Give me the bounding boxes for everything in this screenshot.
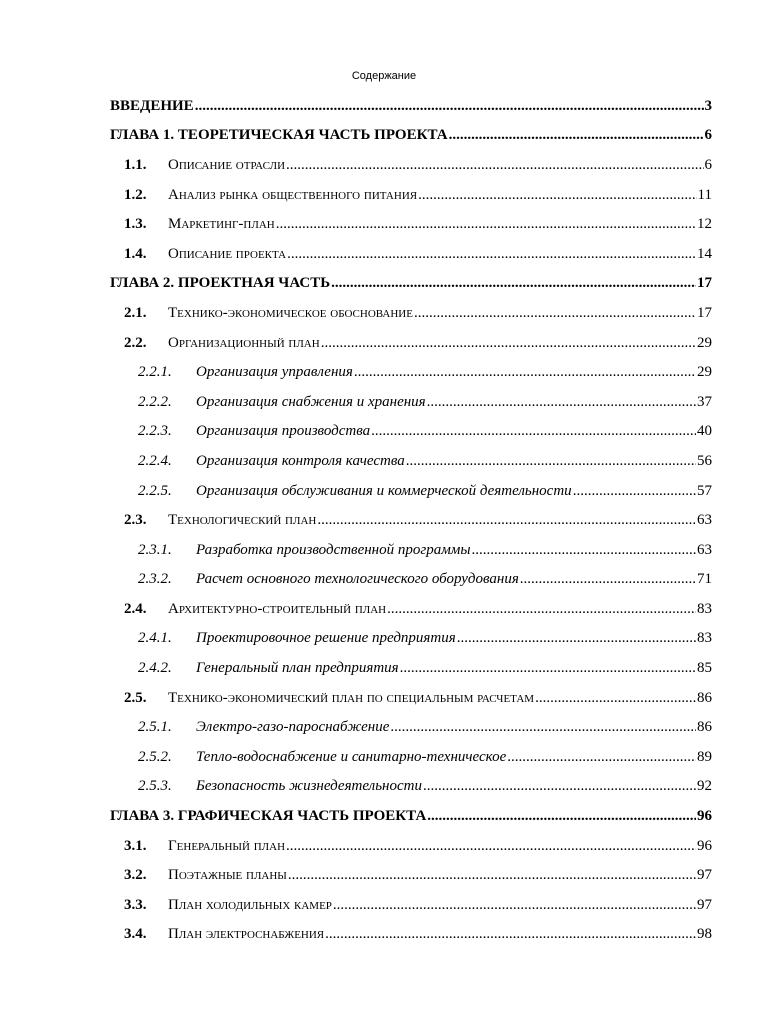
toc-entry-number: 3.2. [124,867,147,884]
dot-leader [406,452,696,470]
toc-entry-number: 2.5.2. [138,748,172,765]
toc-entry-number: 3.4. [124,926,147,943]
toc-entry-number: 2.3.2. [138,571,172,588]
toc-entry-title: Описание отрасли [168,156,286,173]
toc-entry-number: 2.2.2. [138,393,172,410]
toc-entry-title: Генеральный план предприятия [196,660,399,677]
toc-entry-title: Тепло-водоснабжение и санитарно-техническое [196,748,507,765]
toc-entry-section [0,180,712,210]
toc-entry-sub [0,565,712,595]
toc-entry-section [0,328,712,358]
toc-entry-title: Маркетинг-план [168,216,275,233]
dot-leader [414,304,696,322]
toc-entry-number: 2.3.1. [138,541,172,558]
toc-entry-number: 3.1. [124,837,147,854]
toc-entry-sub [0,387,712,417]
toc-entry-title: Организация обслуживания и коммерческой деятельности [196,482,572,499]
dot-leader [286,837,696,855]
toc-entry-page-number: 89 [697,748,712,765]
dot-leader [457,629,696,647]
toc-entry-section [0,594,712,624]
toc-entry-sub [0,446,712,476]
dot-leader [573,482,696,500]
toc-entry-number: 2.2.1. [138,364,172,381]
dot-leader [535,689,696,707]
toc-entry-page-number: 29 [697,334,712,351]
dot-leader [331,274,696,292]
toc-entry-sub [0,653,712,683]
toc-entry-title: Архитектурно-строительный план [168,600,387,617]
dot-leader [423,777,696,795]
dot-leader [507,748,696,766]
toc-entry-number: 2.5.1. [138,719,172,736]
toc-entry-sub [0,535,712,565]
toc-entry-number: 1.3. [124,216,147,233]
toc-entry-page-number: 96 [697,808,712,825]
toc-entry-section [0,298,712,328]
dot-leader [371,422,696,440]
toc-entry-sub [0,357,712,387]
toc-entry-title: Организация управления [196,364,353,381]
toc-entry-title: Организация снабжения и хранения [196,393,426,410]
dot-leader [472,541,696,559]
toc-entry-page-number: 71 [697,571,712,588]
toc-entry-page-number: 86 [697,719,712,736]
toc-entry-page-number: 6 [704,127,712,144]
toc-entry-page-number: 85 [697,660,712,677]
toc-entry-sub [0,624,712,654]
dot-leader [287,245,696,263]
toc-entry-title: Организация контроля качества [196,452,405,469]
toc-entry-sub [0,772,712,802]
toc-entry-number: 1.4. [124,245,147,262]
toc-entry-page-number: 37 [697,393,712,410]
dot-leader [276,215,696,233]
toc-entry-number: 2.2. [124,334,147,351]
toc-entry-section [0,920,712,950]
toc-entry-chapter [0,269,712,299]
toc-entry-page-number: 98 [697,926,712,943]
toc-entry-title: Технико-экономическое обоснование [168,304,413,321]
toc-entry-section [0,683,712,713]
dot-leader [321,334,696,352]
dot-leader [390,718,696,736]
toc-entry-page-number: 57 [697,482,712,499]
toc-entry-page-number: 56 [697,452,712,469]
dot-leader [354,363,696,381]
toc-entry-title: Генеральный план [168,837,286,854]
page-title: Содержание [351,70,417,82]
toc-entry-page-number: 96 [697,837,712,854]
toc-entry-page-number: 97 [697,867,712,884]
toc-entry-sub [0,712,712,742]
toc-entry-page-number: 83 [697,630,712,647]
dot-leader [325,925,696,943]
dot-leader [427,393,696,411]
toc-entry-title: Организационный план [168,334,320,351]
toc-entry-page-number: 14 [697,245,712,262]
toc-entry-page-number: 17 [697,275,712,292]
toc-entry-title: Организация производства [196,423,371,440]
toc-entry-number: 2.2.3. [138,423,172,440]
toc-entry-sub [0,476,712,506]
toc-entry-number: 2.1. [124,304,147,321]
dot-leader [427,807,696,825]
dot-leader [449,126,704,144]
toc-entry-section [0,209,712,239]
toc-entry-page-number: 17 [697,304,712,321]
toc-entry-section [0,860,712,890]
toc-entry-page-number: 12 [697,216,712,233]
toc-entry-title: Технико-экономический план по специальным расчетам [168,689,535,706]
toc-entry-title: ВВЕДЕНИЕ [110,97,194,114]
toc-entry-page-number: 11 [697,186,712,203]
toc-entry-title: ГЛАВА 3. ГРАФИЧЕСКАЯ ЧАСТЬ ПРОЕКТА [110,808,427,825]
toc-entry-number: 2.4.2. [138,660,172,677]
dot-leader [418,186,696,204]
table-of-contents [0,91,768,949]
toc-entry-title: План холодильных камер [168,896,332,913]
toc-entry-number: 2.5.3. [138,778,172,795]
dot-leader [195,97,704,115]
toc-entry-title: Безопасность жизнедеятельности [196,778,422,795]
toc-entry-number: 3.3. [124,896,147,913]
toc-entry-chapter [0,121,712,151]
dot-leader [400,659,696,677]
toc-entry-page-number: 92 [697,778,712,795]
toc-entry-section [0,831,712,861]
toc-entry-number: 1.2. [124,186,147,203]
toc-entry-page-number: 63 [697,512,712,529]
toc-entry-title: Разработка производственной программы [196,541,471,558]
toc-entry-number: 2.4.1. [138,630,172,647]
toc-entry-title: Проектировочное решение предприятия [196,630,456,647]
toc-entry-chapter [0,91,712,121]
toc-entry-page-number: 86 [697,689,712,706]
toc-entry-page-number: 3 [704,97,712,114]
dot-leader [520,570,696,588]
dot-leader [387,600,696,618]
dot-leader [317,511,696,529]
toc-entry-title: План электроснабжения [168,926,325,943]
toc-entry-section [0,890,712,920]
dot-leader [288,866,696,884]
toc-entry-title: ГЛАВА 1. ТЕОРЕТИЧЕСКАЯ ЧАСТЬ ПРОЕКТА [110,127,448,144]
toc-entry-section [0,239,712,269]
toc-entry-sub [0,742,712,772]
toc-entry-section [0,505,712,535]
toc-entry-section [0,150,712,180]
toc-entry-number: 2.3. [124,512,147,529]
toc-entry-title: Описание проекта [168,245,287,262]
toc-entry-chapter [0,801,712,831]
toc-entry-number: 2.4. [124,600,147,617]
toc-entry-title: Расчет основного технологического оборудования [196,571,519,588]
toc-entry-number: 2.2.5. [138,482,172,499]
toc-entry-number: 2.5. [124,689,147,706]
toc-entry-number: 2.2.4. [138,452,172,469]
toc-entry-page-number: 6 [704,156,712,173]
toc-entry-page-number: 97 [697,896,712,913]
toc-entry-title: Поэтажные планы [168,867,287,884]
toc-entry-title: Электро-газо-пароснабжение [196,719,390,736]
toc-entry-page-number: 83 [697,600,712,617]
toc-entry-page-number: 29 [697,364,712,381]
toc-entry-number: 1.1. [124,156,147,173]
toc-entry-title: Технологический план [168,512,317,529]
dot-leader [333,896,696,914]
toc-entry-title: ГЛАВА 2. ПРОЕКТНАЯ ЧАСТЬ [110,275,331,292]
dot-leader [286,156,703,174]
toc-entry-page-number: 40 [697,423,712,440]
toc-entry-page-number: 63 [697,541,712,558]
toc-entry-sub [0,417,712,447]
toc-entry-title: Анализ рынка общественного питания [168,186,418,203]
